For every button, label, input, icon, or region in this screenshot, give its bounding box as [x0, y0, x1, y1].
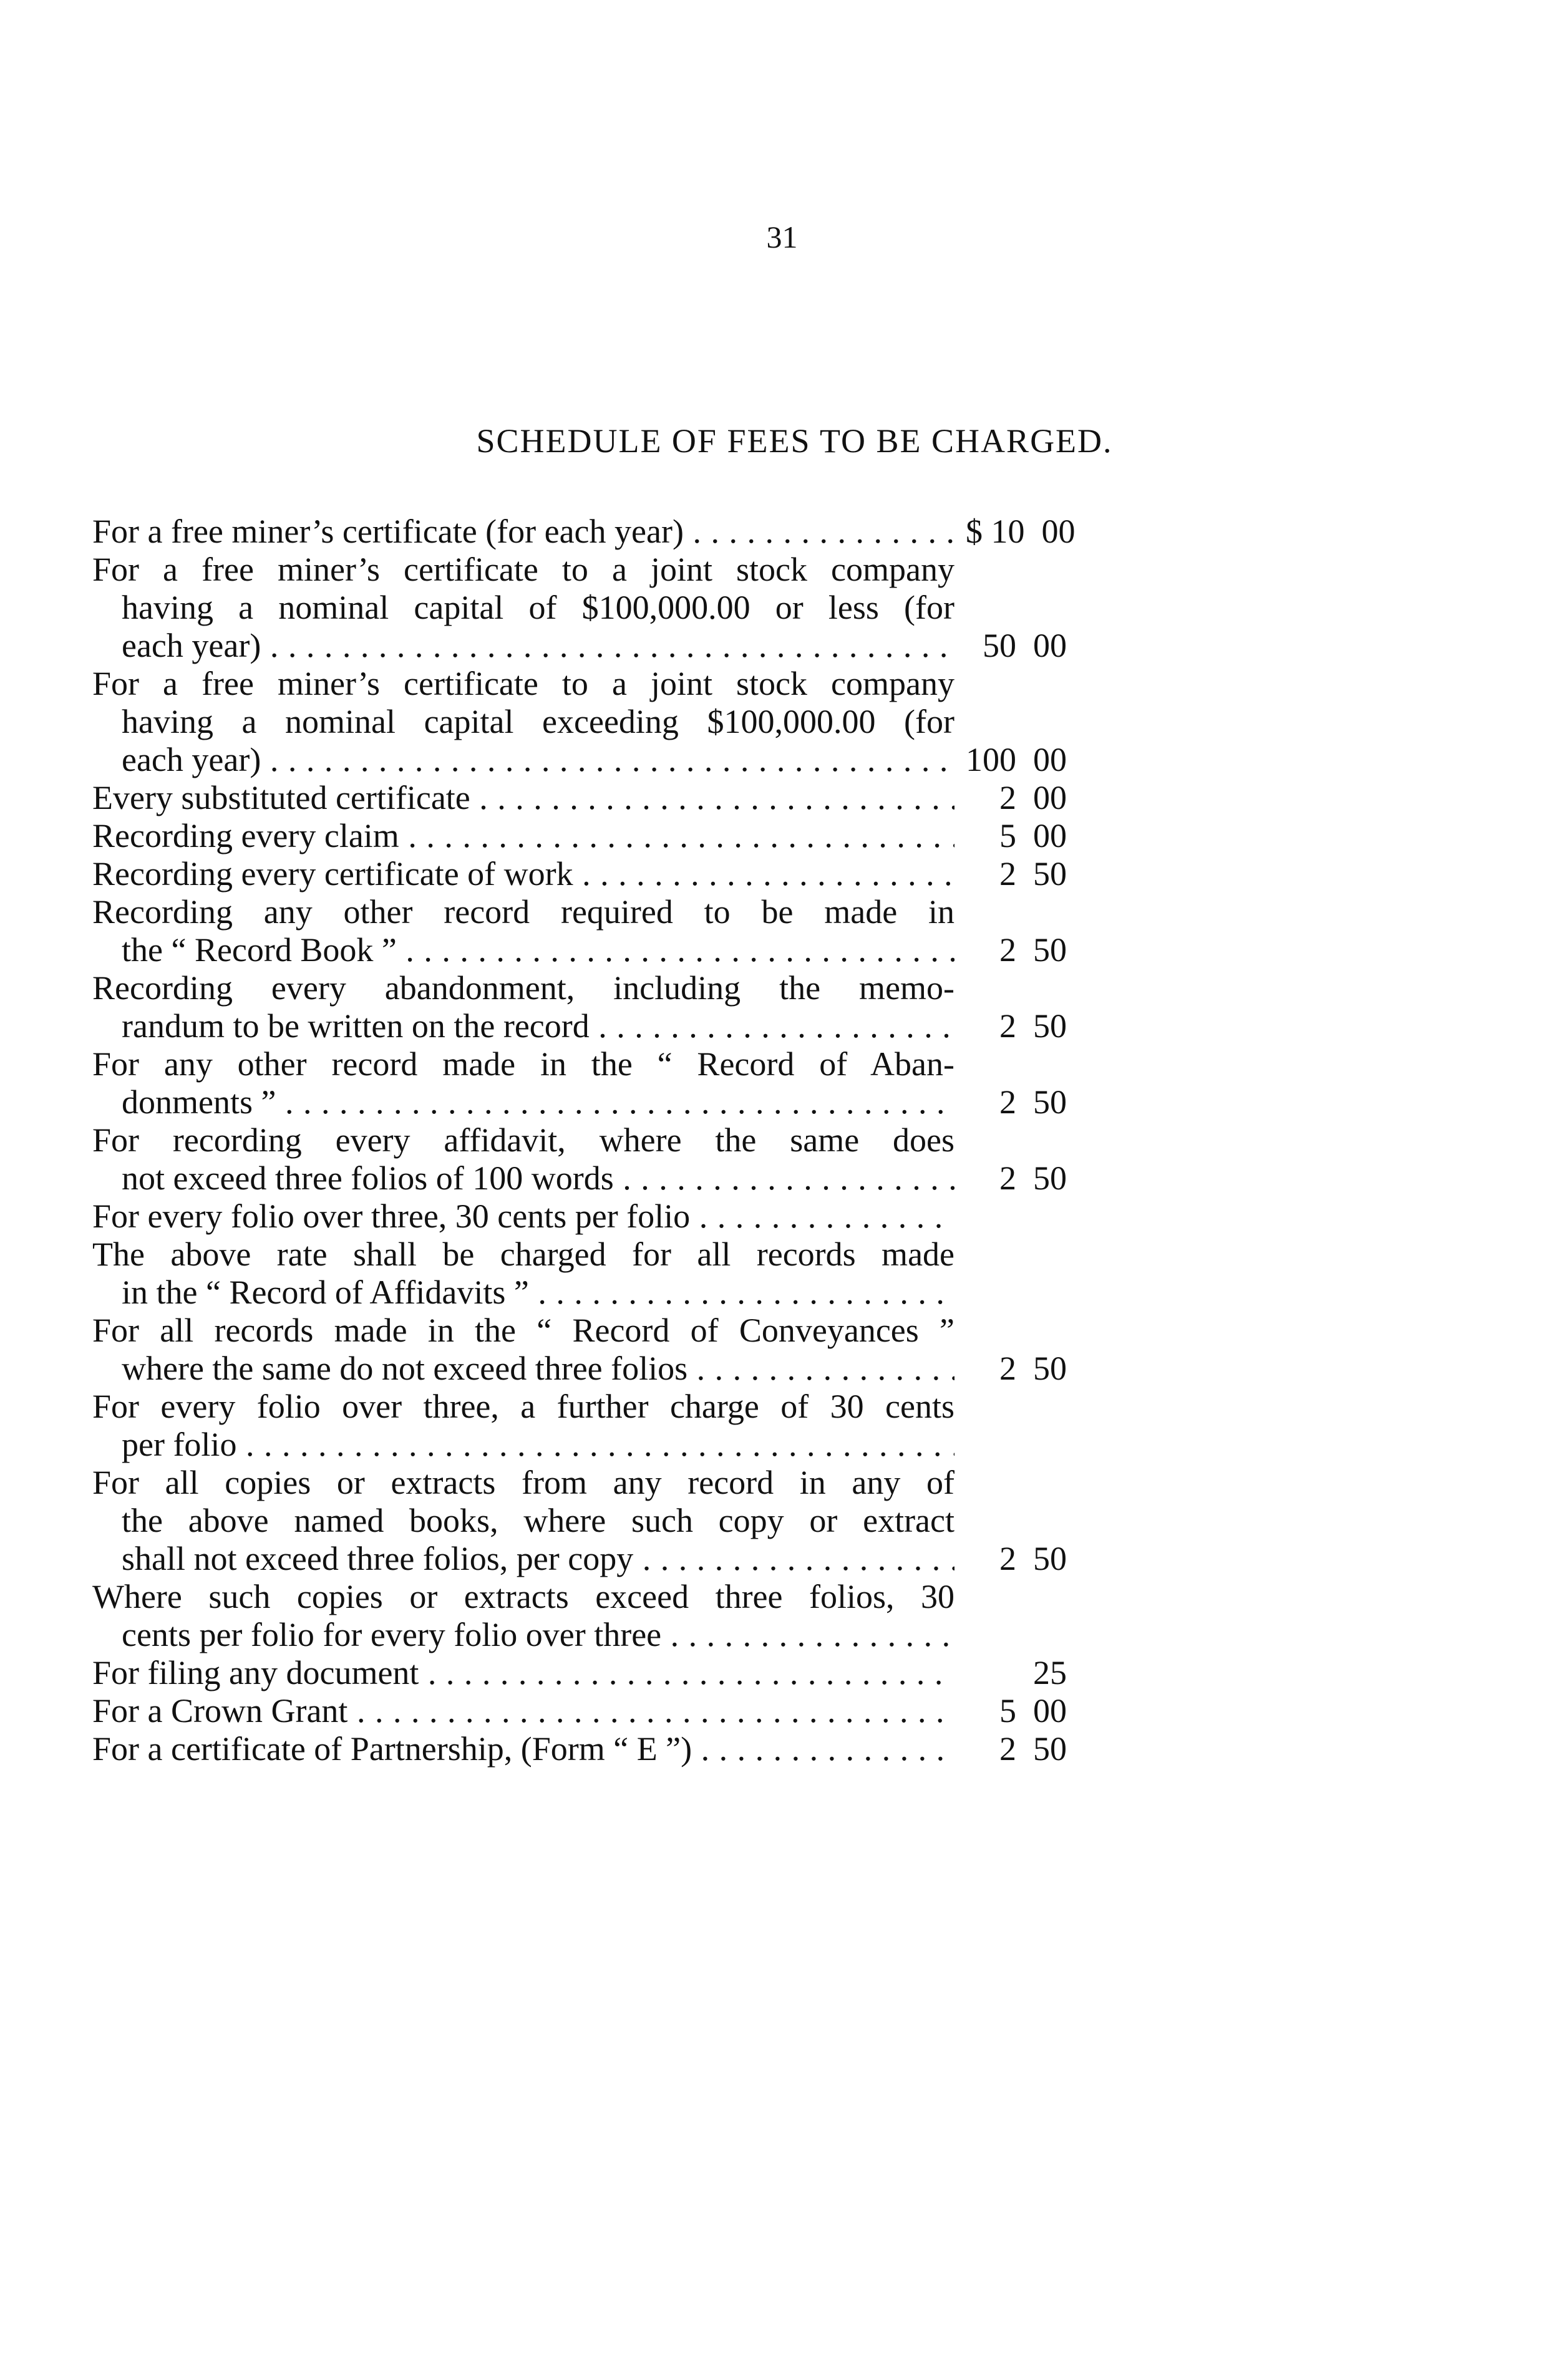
fee-amount: 5 00 — [999, 1692, 1067, 1729]
fee-line — [92, 817, 1090, 855]
fee-entry — [92, 1388, 1090, 1464]
fee-amount: 2 50 — [999, 1159, 1067, 1197]
fee-description: having a nominal capital exceeding $100,000.00 (for — [122, 703, 954, 740]
fee-line — [92, 1540, 1090, 1578]
fee-description: The above rate shall be charged for all records made — [92, 1236, 954, 1273]
fee-description: For all records made in the “ Record of Conveyances ” — [92, 1312, 954, 1349]
fee-entry — [92, 1197, 1090, 1236]
fee-description: where the same do not exceed three folios . . . — [122, 1350, 954, 1388]
fee-description: in the “ Record of Affidavits ” . . . — [122, 1274, 954, 1312]
fee-entry — [92, 1236, 1090, 1312]
fee-entry — [92, 969, 1090, 1045]
fee-entry — [92, 1730, 1090, 1768]
fee-description: per folio . . . — [122, 1426, 954, 1464]
fee-line — [92, 551, 1090, 589]
fee-line — [92, 1388, 1090, 1426]
fee-description: donments ” . . . — [122, 1083, 954, 1121]
fee-description: For filing any document . . . — [92, 1654, 954, 1692]
fee-line — [92, 931, 1090, 969]
fee-amount: 50 00 — [983, 627, 1067, 664]
fee-entry — [92, 1654, 1090, 1692]
fee-amount: 2 50 — [999, 855, 1067, 893]
fee-description: For any other record made in the “ Record of Aban- — [92, 1045, 954, 1083]
fee-entry — [92, 1578, 1090, 1654]
fee-line — [92, 969, 1090, 1007]
fee-amount: 100 00 — [966, 741, 1067, 778]
fee-line — [92, 1121, 1090, 1159]
fee-amount: 5 00 — [999, 817, 1067, 854]
fee-amount: 2 50 — [999, 1083, 1067, 1121]
fee-description: shall not exceed three folios, per copy . . . — [122, 1540, 954, 1578]
fee-amount: 25 — [1033, 1654, 1067, 1691]
fee-line — [92, 589, 1090, 627]
fee-entry — [92, 1464, 1090, 1578]
fee-line — [92, 1350, 1090, 1388]
fee-description: For every folio over three, a further charge of 30 cents — [92, 1388, 954, 1425]
fee-entry — [92, 855, 1090, 893]
fee-description: For a free miner’s certificate to a joint stock company — [92, 551, 954, 588]
fee-line — [92, 1692, 1090, 1730]
fee-line — [92, 1045, 1090, 1083]
fee-description: Recording every certificate of work . . . — [92, 855, 954, 893]
fee-entry — [92, 893, 1090, 969]
fee-schedule — [92, 513, 1090, 1768]
fee-description: not exceed three folios of 100 words . . . — [122, 1159, 954, 1197]
fee-amount: 2 50 — [999, 1730, 1067, 1768]
fee-description: Every substituted certificate . . . — [92, 779, 954, 817]
fee-description: For recording every affidavit, where the same does — [92, 1121, 954, 1159]
fee-description: For a Crown Grant . . . — [92, 1692, 954, 1730]
page-number: 31 — [766, 220, 798, 254]
fee-line — [92, 1274, 1090, 1312]
fee-line — [92, 513, 1090, 551]
fee-line — [92, 703, 1090, 741]
fee-entry — [92, 1692, 1090, 1730]
fee-entry — [92, 551, 1090, 665]
fee-line — [92, 1007, 1090, 1045]
fee-line — [92, 1236, 1090, 1274]
fee-entry — [92, 1045, 1090, 1121]
fee-description: Recording any other record required to be made in — [92, 893, 954, 931]
fee-line — [92, 1083, 1090, 1121]
fee-description: each year) . . . — [122, 627, 954, 665]
fee-entry — [92, 513, 1090, 551]
fee-line — [92, 1616, 1090, 1654]
fee-line — [92, 893, 1090, 931]
fee-description: cents per folio for every folio over three . . . — [122, 1616, 954, 1654]
fee-amount: 2 50 — [999, 1007, 1067, 1045]
fee-amount: $ 10 00 — [966, 513, 1076, 550]
fee-description: having a nominal capital of $100,000.00 or less (for — [122, 589, 954, 626]
fee-entry — [92, 817, 1090, 855]
fee-description: the “ Record Book ” . . . — [122, 931, 954, 969]
fee-description: the above named books, where such copy or extract — [122, 1502, 954, 1539]
fee-description: For all copies or extracts from any record in any of — [92, 1464, 954, 1501]
fee-line — [92, 1197, 1090, 1236]
fee-description: For a free miner’s certificate to a joint stock company — [92, 665, 954, 702]
fee-description: each year) . . . — [122, 741, 954, 779]
fee-line — [92, 1730, 1090, 1768]
fee-description: For every folio over three, 30 cents per folio . . . — [92, 1197, 954, 1236]
fee-description: For a free miner’s certificate (for each year) . . . — [92, 513, 954, 551]
fee-line — [92, 1159, 1090, 1197]
page-title: SCHEDULE OF FEES TO BE CHARGED. — [476, 422, 1113, 460]
fee-line — [92, 1654, 1090, 1692]
fee-line — [92, 1312, 1090, 1350]
fee-description: Where such copies or extracts exceed three folios, 30 — [92, 1578, 954, 1615]
fee-description: Recording every abandonment, including the memo- — [92, 969, 954, 1007]
fee-amount: 2 00 — [999, 779, 1067, 816]
fee-amount: 2 50 — [999, 931, 1067, 969]
fee-line — [92, 665, 1090, 703]
fee-entry — [92, 779, 1090, 817]
fee-entry — [92, 665, 1090, 779]
fee-entry — [92, 1121, 1090, 1197]
fee-description: For a certificate of Partnership, (Form “ E ”) . . . — [92, 1730, 954, 1768]
fee-line — [92, 741, 1090, 779]
fee-line — [92, 779, 1090, 817]
fee-amount: 2 50 — [999, 1350, 1067, 1387]
fee-line — [92, 627, 1090, 665]
fee-amount: 2 50 — [999, 1540, 1067, 1577]
fee-line — [92, 1426, 1090, 1464]
fee-line — [92, 1464, 1090, 1502]
fee-line — [92, 855, 1090, 893]
fee-line — [92, 1502, 1090, 1540]
fee-description: randum to be written on the record . . . — [122, 1007, 954, 1045]
fee-entry — [92, 1312, 1090, 1388]
fee-description: Recording every claim . . . — [92, 817, 954, 855]
fee-line — [92, 1578, 1090, 1616]
